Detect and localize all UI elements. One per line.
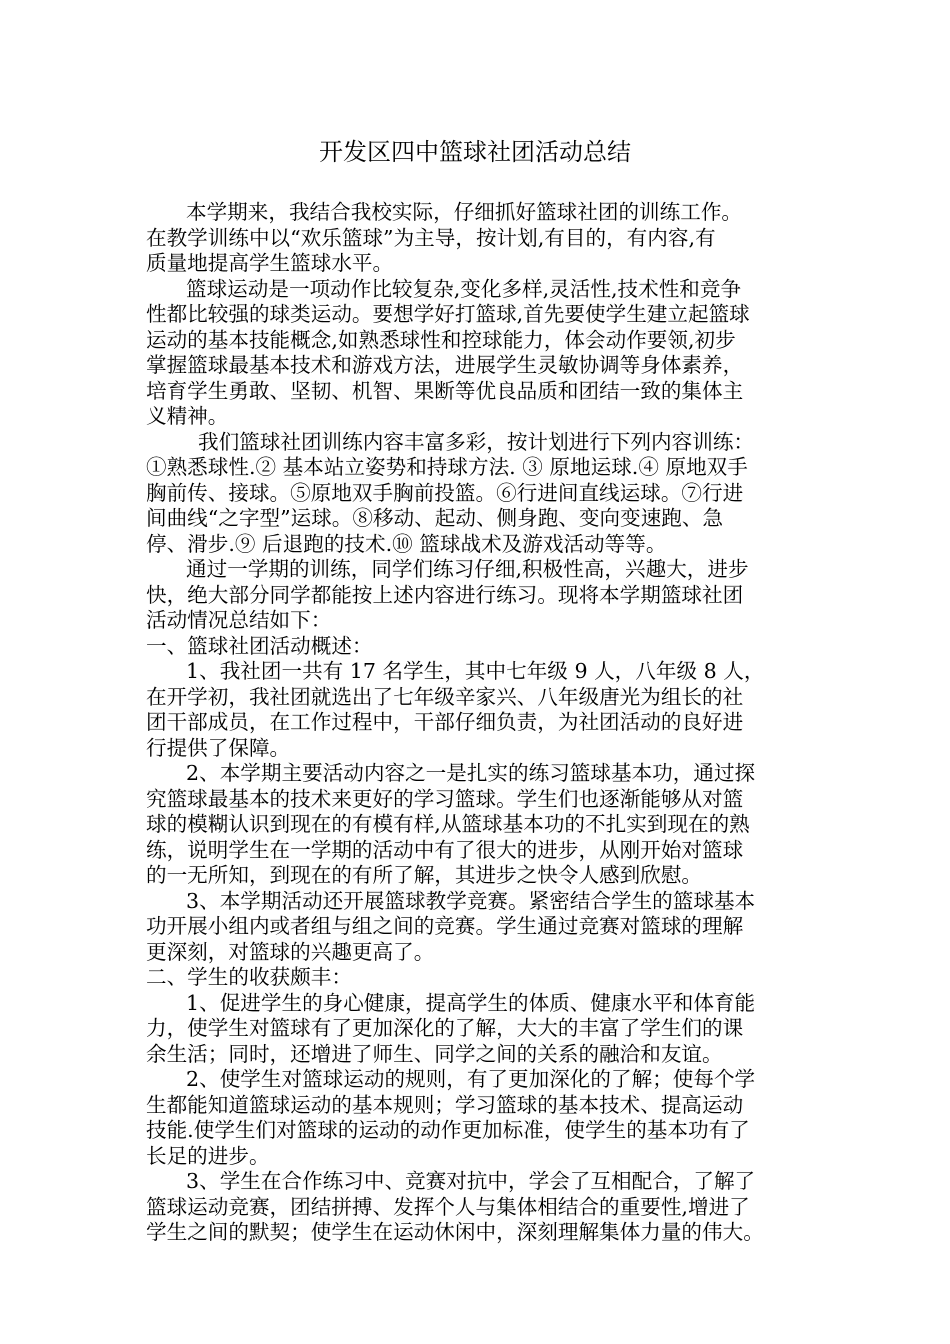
paragraph-line: 力，使学生对篮球有了更加深化的了解，大大的丰富了学生们的课: [146, 1016, 744, 1040]
paragraph-line: 活动情况总结如下：: [146, 608, 332, 632]
paragraph-line: 行提供了保障。: [146, 735, 291, 760]
paragraph-line: 生都能知道篮球运动的基本规则；学习篮球的基本技术、提高运动: [146, 1092, 744, 1117]
paragraph-line: 胸前传、接球。⑤原地双手胸前投篮。⑥行进间直线运球。⑦行进: [146, 480, 744, 505]
document-body: [146, 200, 826, 1246]
paragraph-line: 运动的基本技能概念,如熟悉球性和控球能力，体会动作要领,初步: [146, 327, 736, 352]
paragraph-line: 学生之间的默契；使学生在运动休闲中，深刻理解集体力量的伟大。: [146, 1220, 764, 1244]
paragraph-line: 停、滑步.⑨ 后退跑的技术.⑩ 篮球战术及游戏活动等等。: [146, 531, 667, 556]
paragraph-line: 团干部成员，在工作过程中，干部仔细负责，为社团活动的良好进: [146, 710, 744, 734]
paragraph-line: ①熟悉球性.② 基本站立姿势和持球方法. ③ 原地运球.④ 原地双手: [146, 455, 748, 479]
paragraph-line: 功开展小组内或者组与组之间的竞赛。学生通过竞赛对篮球的理解: [146, 914, 744, 938]
paragraph-line: 通过一学期的训练，同学们练习仔细,积极性高，兴趣大，进步: [186, 557, 749, 581]
paragraph-line: 我们篮球社团训练内容丰富多彩，按计划进行下列内容训练：: [198, 429, 755, 454]
paragraph-line: 本学期来，我结合我校实际，仔细抓好篮球社团的训练工作。: [186, 200, 743, 224]
paragraph-line: 余生活；同时，还增进了师生、同学之间的关系的融洽和友谊。: [146, 1041, 723, 1066]
paragraph-line: 2、本学期主要活动内容之一是扎实的练习篮球基本功，通过探: [186, 761, 756, 785]
paragraph-line: 义精神。: [146, 404, 229, 428]
paragraph-line: 究篮球最基本的技术来更好的学习篮球。学生们也逐渐能够从对篮: [146, 786, 744, 811]
paragraph-line: 快，绝大部分同学都能按上述内容进行练习。现将本学期篮球社团: [146, 582, 744, 607]
paragraph-line: 培育学生勇敢、坚韧、机智、果断等优良品质和团结一致的集体主: [146, 378, 744, 403]
paragraph-line: 1、促进学生的身心健康，提高学生的体质、健康水平和体育能: [186, 990, 756, 1015]
paragraph-line: 在教学训练中以“欢乐篮球”为主导，按计划,有目的，有内容,有: [146, 225, 716, 250]
paragraph-line: 练，说明学生在一学期的活动中有了很大的进步，从刚开始对篮球: [146, 837, 744, 862]
paragraph-line: 间曲线“之字型”运球。⑧移动、起动、侧身跑、变向变速跑、急: [146, 506, 724, 530]
paragraph-line: 球的模糊认识到现在的有模有样,从篮球基本功的不扎实到现在的熟: [146, 812, 750, 836]
paragraph-line: 篮球运动竞赛，团结拼搏、发挥个人与集体相结合的重要性,增进了: [146, 1194, 750, 1219]
section-heading: 一、篮球社团活动概述：: [146, 633, 373, 658]
paragraph-line: 1、我社团一共有 17 名学生，其中七年级 9 人，八年级 8 人，: [186, 659, 765, 683]
paragraph-line: 篮球运动是一项动作比较复杂,变化多样,灵活性,技术性和竞争: [186, 276, 742, 301]
paragraph-line: 3、学生在合作练习中、竞赛对抗中，学会了互相配合，了解了: [186, 1169, 756, 1193]
paragraph-line: 技能.使学生们对篮球的运动的动作更加标准，使学生的基本功有了: [146, 1118, 750, 1142]
paragraph-line: 3、本学期活动还开展篮球教学竞赛。紧密结合学生的篮球基本: [186, 888, 756, 913]
paragraph-line: 在开学初，我社团就选出了七年级辛家兴、八年级唐光为组长的社: [146, 684, 744, 709]
paragraph-line: 掌握篮球最基本技术和游戏方法，进展学生灵敏协调等身体素养，: [146, 353, 744, 377]
paragraph-line: 长足的进步。: [146, 1143, 270, 1168]
paragraph-line: 质量地提高学生篮球水平。: [146, 251, 394, 275]
section-heading: 二、学生的收获颇丰：: [146, 965, 352, 989]
paragraph-line: 更深刻，对篮球的兴趣更高了。: [146, 939, 435, 964]
paragraph-line: 性都比较强的球类运动。要想学好打篮球,首先要使学生建立起篮球: [146, 302, 750, 326]
paragraph-line: 2、使学生对篮球运动的规则，有了更加深化的了解；使每个学: [186, 1067, 756, 1091]
paragraph-line: 的一无所知，到现在的有所了解，其进步之快令人感到欣慰。: [146, 863, 703, 887]
document-title: 开发区四中篮球社团活动总结: [319, 138, 631, 166]
